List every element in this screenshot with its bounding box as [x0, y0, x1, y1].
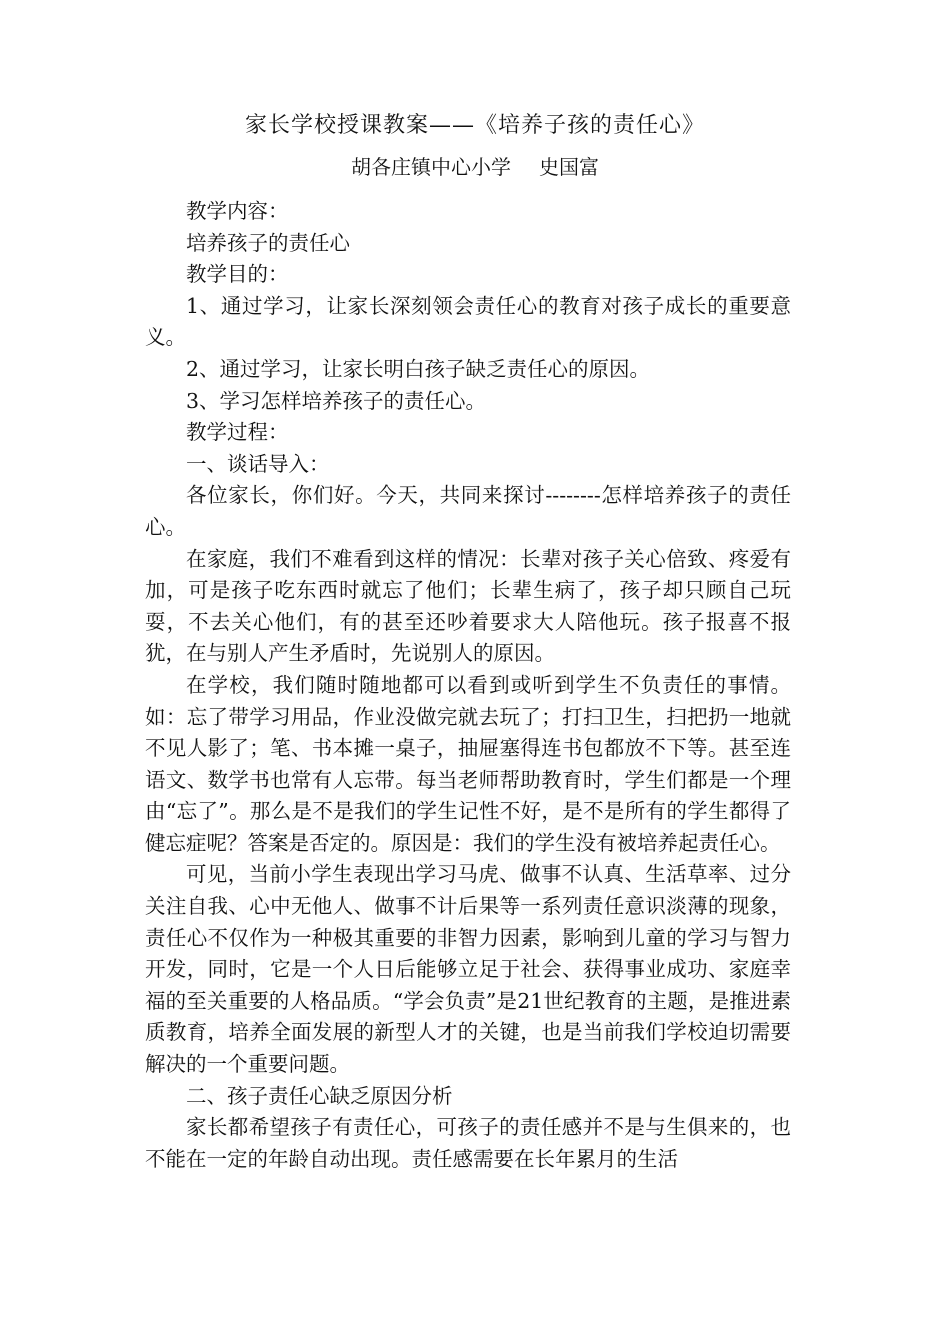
paragraph: 培养孩子的责任心 — [186, 230, 350, 255]
school-name: 胡各庄镇中心小学 — [351, 155, 511, 179]
paragraph: 家长都希望孩子有责任心，可孩子的责任感并不是与生俱来的，也不能在一定的年龄自动出现。责任感需要在长年累月的生活 — [145, 1115, 791, 1171]
paragraph: 一、谈话导入： — [186, 451, 330, 476]
paragraph: 教学内容： — [186, 199, 289, 223]
paragraph: 2、通过学习，让家长明白孩子缺乏责任心的原因。 — [186, 356, 651, 381]
paragraph: 在学校，我们随时随地都可以看到或听到学生不负责任的事情。如：忘了带学习用品，作业没做完就去玩了；打扫卫生，扫把扔一地就不见人影了；笔、书本摊一桌子，抽屉塞得连书包都放不下等。甚至连语文、数学书也常有人忘带。每当老师帮助教育时，学生们都是一个理由“忘了”。那么是不是我们的学生记性不好，是不是所有的学生都得了健忘症呢？答案是否定的。原因是：我们的学生没有被培养起责任心。 — [145, 672, 791, 855]
paragraph: 教学过程： — [186, 420, 289, 445]
paragraph: 教学目的： — [186, 262, 289, 287]
paragraph: 二、孩子责任心缺乏原因分析 — [186, 1083, 453, 1108]
document-body — [145, 196, 791, 1175]
document-title: 家长学校授课教案——《培养子孩的责任心》 — [244, 113, 705, 138]
author-line — [0, 152, 950, 182]
teacher-name: 史国富 — [539, 155, 599, 179]
paragraph: 3、学习怎样培养孩子的责任心。 — [186, 388, 487, 413]
paragraph: 各位家长，你们好。今天，共同来探讨--------怎样培养孩子的责任心。 — [145, 483, 791, 539]
paragraph: 可见，当前小学生表现出学习马虎、做事不认真、生活草率、过分关注自我、心中无他人、做事不计后果等一系列责任意识淡薄的现象，责任心不仅作为一种极其重要的非智力因素，影响到儿童的学习与智力开发，同时，它是一个人日后能够立足于社会、获得事业成功、家庭幸福的至关重要的人格品质。“学会负责”是21世纪教育的主题，是推进素质教育，培养全面发展的新型人才的关键，也是当前我们学校迫切需要解决的一个重要问题。 — [145, 862, 791, 1077]
paragraph: 1、通过学习，让家长深刻领会责任心的教育对孩子成长的重要意义。 — [145, 293, 791, 350]
paragraph: 在家庭，我们不难看到这样的情况：长辈对孩子关心倍致、疼爱有加，可是孩子吃东西时就忘了他们；长辈生病了，孩子却只顾自己玩耍，不去关心他们，有的甚至还吵着要求大人陪他玩。孩子报喜不报犹，在与别人产生矛盾时，先说别人的原因。 — [145, 546, 791, 666]
